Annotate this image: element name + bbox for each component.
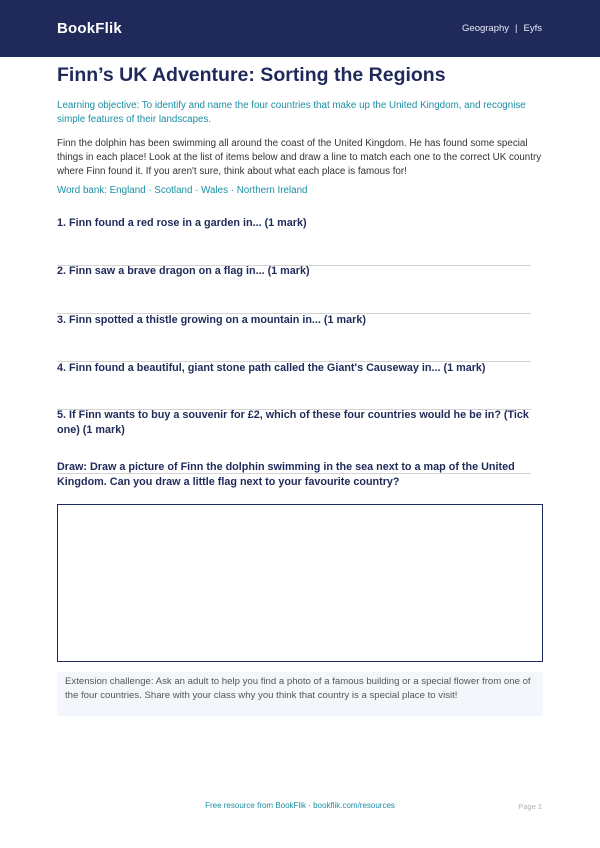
question-2: 2. Finn saw a brave dragon on a flag in... (1 mark)	[57, 265, 310, 277]
question-5: 5. If Finn wants to buy a souvenir for £2, which of these four countries would he be in? (Tick one) (1 mark)	[57, 409, 529, 436]
header-meta	[462, 23, 542, 34]
question-1: 1. Finn found a red rose in a garden in... (1 mark)	[57, 217, 307, 229]
level-label: Eyfs	[523, 23, 542, 34]
page-number: Page 1	[518, 802, 542, 811]
word-bank: Word bank: England · Scotland · Wales · Northern Ireland	[57, 185, 308, 196]
intro-text: Finn the dolphin has been swimming all around the coast of the United Kingdom. He has found some special things in each place! Look at the list of items below and draw a line to match each one to the correct UK country where Finn found it. If you aren't sure, think about what each place is famous for!	[57, 138, 542, 177]
extension-challenge: Extension challenge: Ask an adult to help you find a photo of a famous building or a special flower from one of the four countries. Share with your class why you think that country is a special place to visit!	[57, 672, 543, 716]
draw-prompt: Draw: Draw a picture of Finn the dolphin swimming in the sea next to a map of the United Kingdom. Can you draw a little flag next to your favourite country?	[57, 461, 515, 488]
footer-credit[interactable]: Free resource from BookFlik · bookflik.com/resources	[205, 801, 395, 810]
subject-label: Geography	[462, 23, 510, 34]
question-3: 3. Finn spotted a thistle growing on a mountain in... (1 mark)	[57, 314, 366, 326]
brand-logo[interactable]: BookFlik	[57, 20, 122, 37]
drawing-area[interactable]	[57, 504, 543, 662]
header-bar	[0, 0, 600, 57]
learning-objective: Learning objective: To identify and name the four countries that make up the United Kingdom, and recognise simple features of their landscapes.	[57, 100, 526, 125]
page-title: Finn’s UK Adventure: Sorting the Regions	[57, 64, 446, 86]
meta-separator: |	[515, 23, 518, 34]
question-4: 4. Finn found a beautiful, giant stone path called the Giant's Causeway in... (1 mark)	[57, 362, 486, 374]
